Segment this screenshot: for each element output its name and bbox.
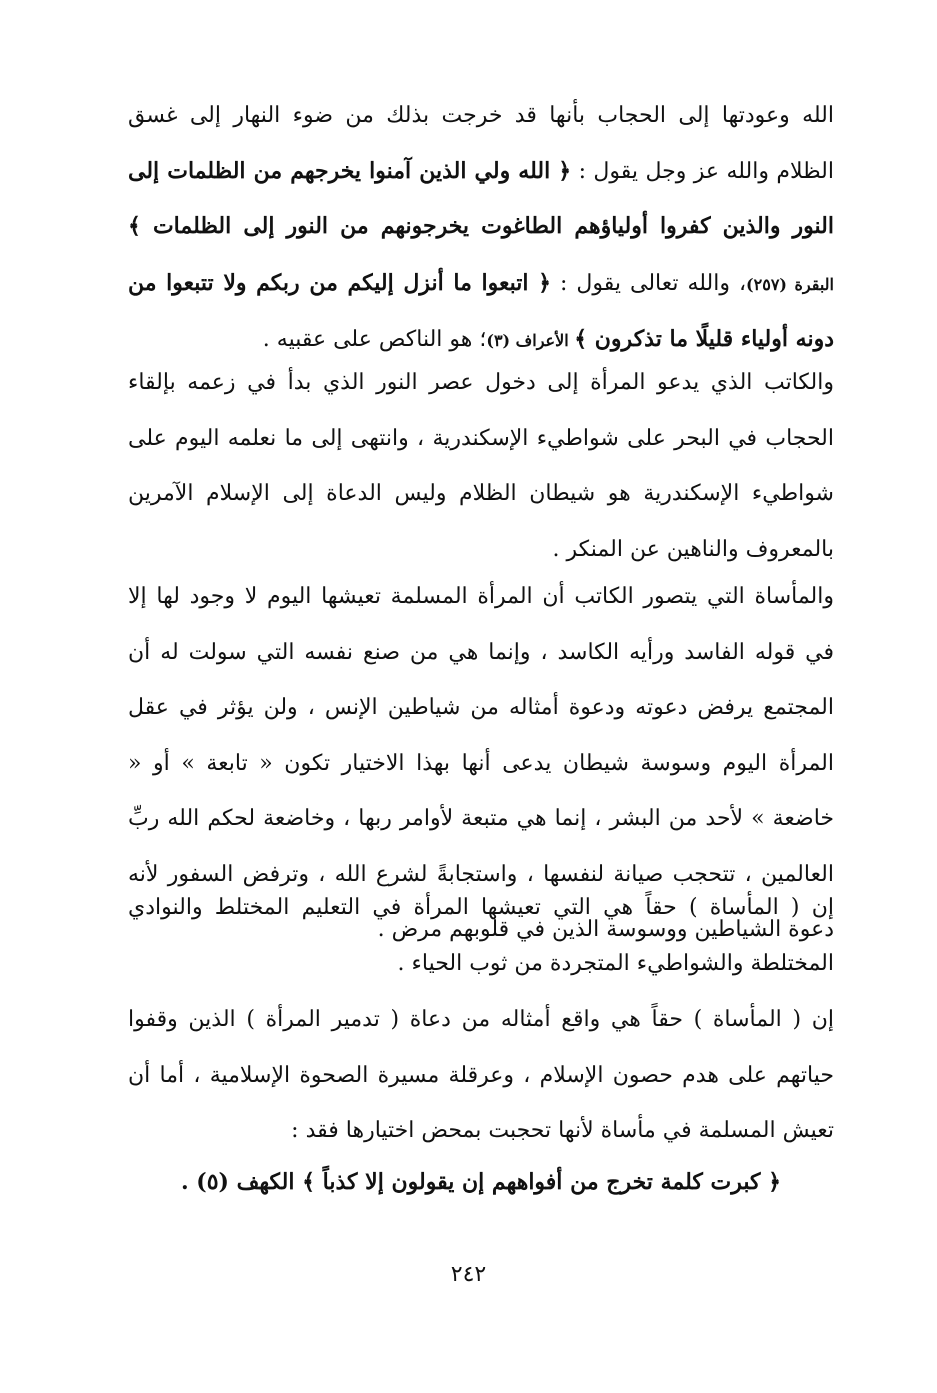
paragraph-3: والمأساة التي يتصور الكاتب أن المرأة المسلمة تعيشها اليوم لا وجود لها إلا في قوله الفاسد ورأيه الكاسد ، وإنما هي من صنع نفسه التي سولت له أن المجتمع يرفض دعوته ودعوة أمثاله من شياطين الإنس ، ولن يؤثر في عقل المرأة اليوم وسوسة شيطان يدعى أنها بهذا الاختيار تكون « تابعة » أو « خاضعة » لأحد من البشر ، إنما هي متبعة لأوامر ربها ، وخاضعة لحكم الله ربِّ العالمين ، تتحجب صيانة لنفسها ، واستجابةً لشرع الله ، وترفض السفور لأنه دعوة الشياطين ووسوسة الذين في قلوبهم مرض . [128, 584, 834, 942]
page-number: ٢٤٢ [450, 1262, 487, 1287]
paragraph-1 [128, 88, 834, 369]
quran-reference-baqarah: البقرة (٢٥٧) [746, 274, 834, 294]
quran-reference-kahf: الكهف (٥) . [180, 1169, 303, 1195]
paragraph-5: إن ( المأساة ) حقاً هي واقع أمثاله من دعاة ( تدمير المرأة ) الذين وقفوا حياتهم على هدم حصون الإسلام ، وعرقلة مسيرة الصحوة الإسلامية ، أما أن تعيش المسلمة في مأساة لأنها تحجبت بمحض اختيارها فقد : [128, 1007, 834, 1143]
quran-quote-kahf: ﴿ كبرت كلمة تخرج من أفواههم إن يقولون إلا كذباً ﴾ [302, 1169, 782, 1195]
closing-verse [128, 1155, 834, 1210]
quran-quote-baqarah: ﴿ الله ولي الذين آمنوا يخرجهم من الظلمات إلى النور والذين كفروا أولياؤهم الطاغوت يخرجونهم من النور إلى الظلمات ﴾ [128, 157, 834, 239]
paragraph-2: والكاتب الذي يدعو المرأة إلى دخول عصر النور الذي بدأ في زعمه بإلقاء الحجاب في البحر على شواطيء الإسكندرية ، وانتهى إلى ما نعلمه اليوم على شواطيء الإسكندرية هو شيطان الظلام وليس الدعاة إلى الإسلام الآمرين بالمعروف والناهين عن المنكر . [128, 370, 834, 562]
quran-reference-araf: الأعراف (٣) [486, 331, 575, 350]
paragraph-4: إن ( المأساة ) حقاً هي التي تعيشها المرأة في التعليم المختلط والنوادي المختلطة والشواطيء المتجردة من ثوب الحياء . [128, 895, 834, 976]
quran-quote-araf: ﴿ اتبعوا ما أنزل إليكم من ربكم ولا تتبعوا من دونه أولياء قليلًا ما تذكرون ﴾ [128, 269, 834, 352]
paragraph-1-text-c: ؛ هو الناكص على عقبيه . [262, 327, 487, 352]
paragraph-1-text-b: ، والله تعالى يقول : [551, 270, 747, 296]
paragraph-1-text-a: الله وعودتها إلى الحجاب بأنها قد خرجت بذلك من ضوء النهار إلى غسق الظلام والله عز وجل يقول : [128, 103, 834, 184]
